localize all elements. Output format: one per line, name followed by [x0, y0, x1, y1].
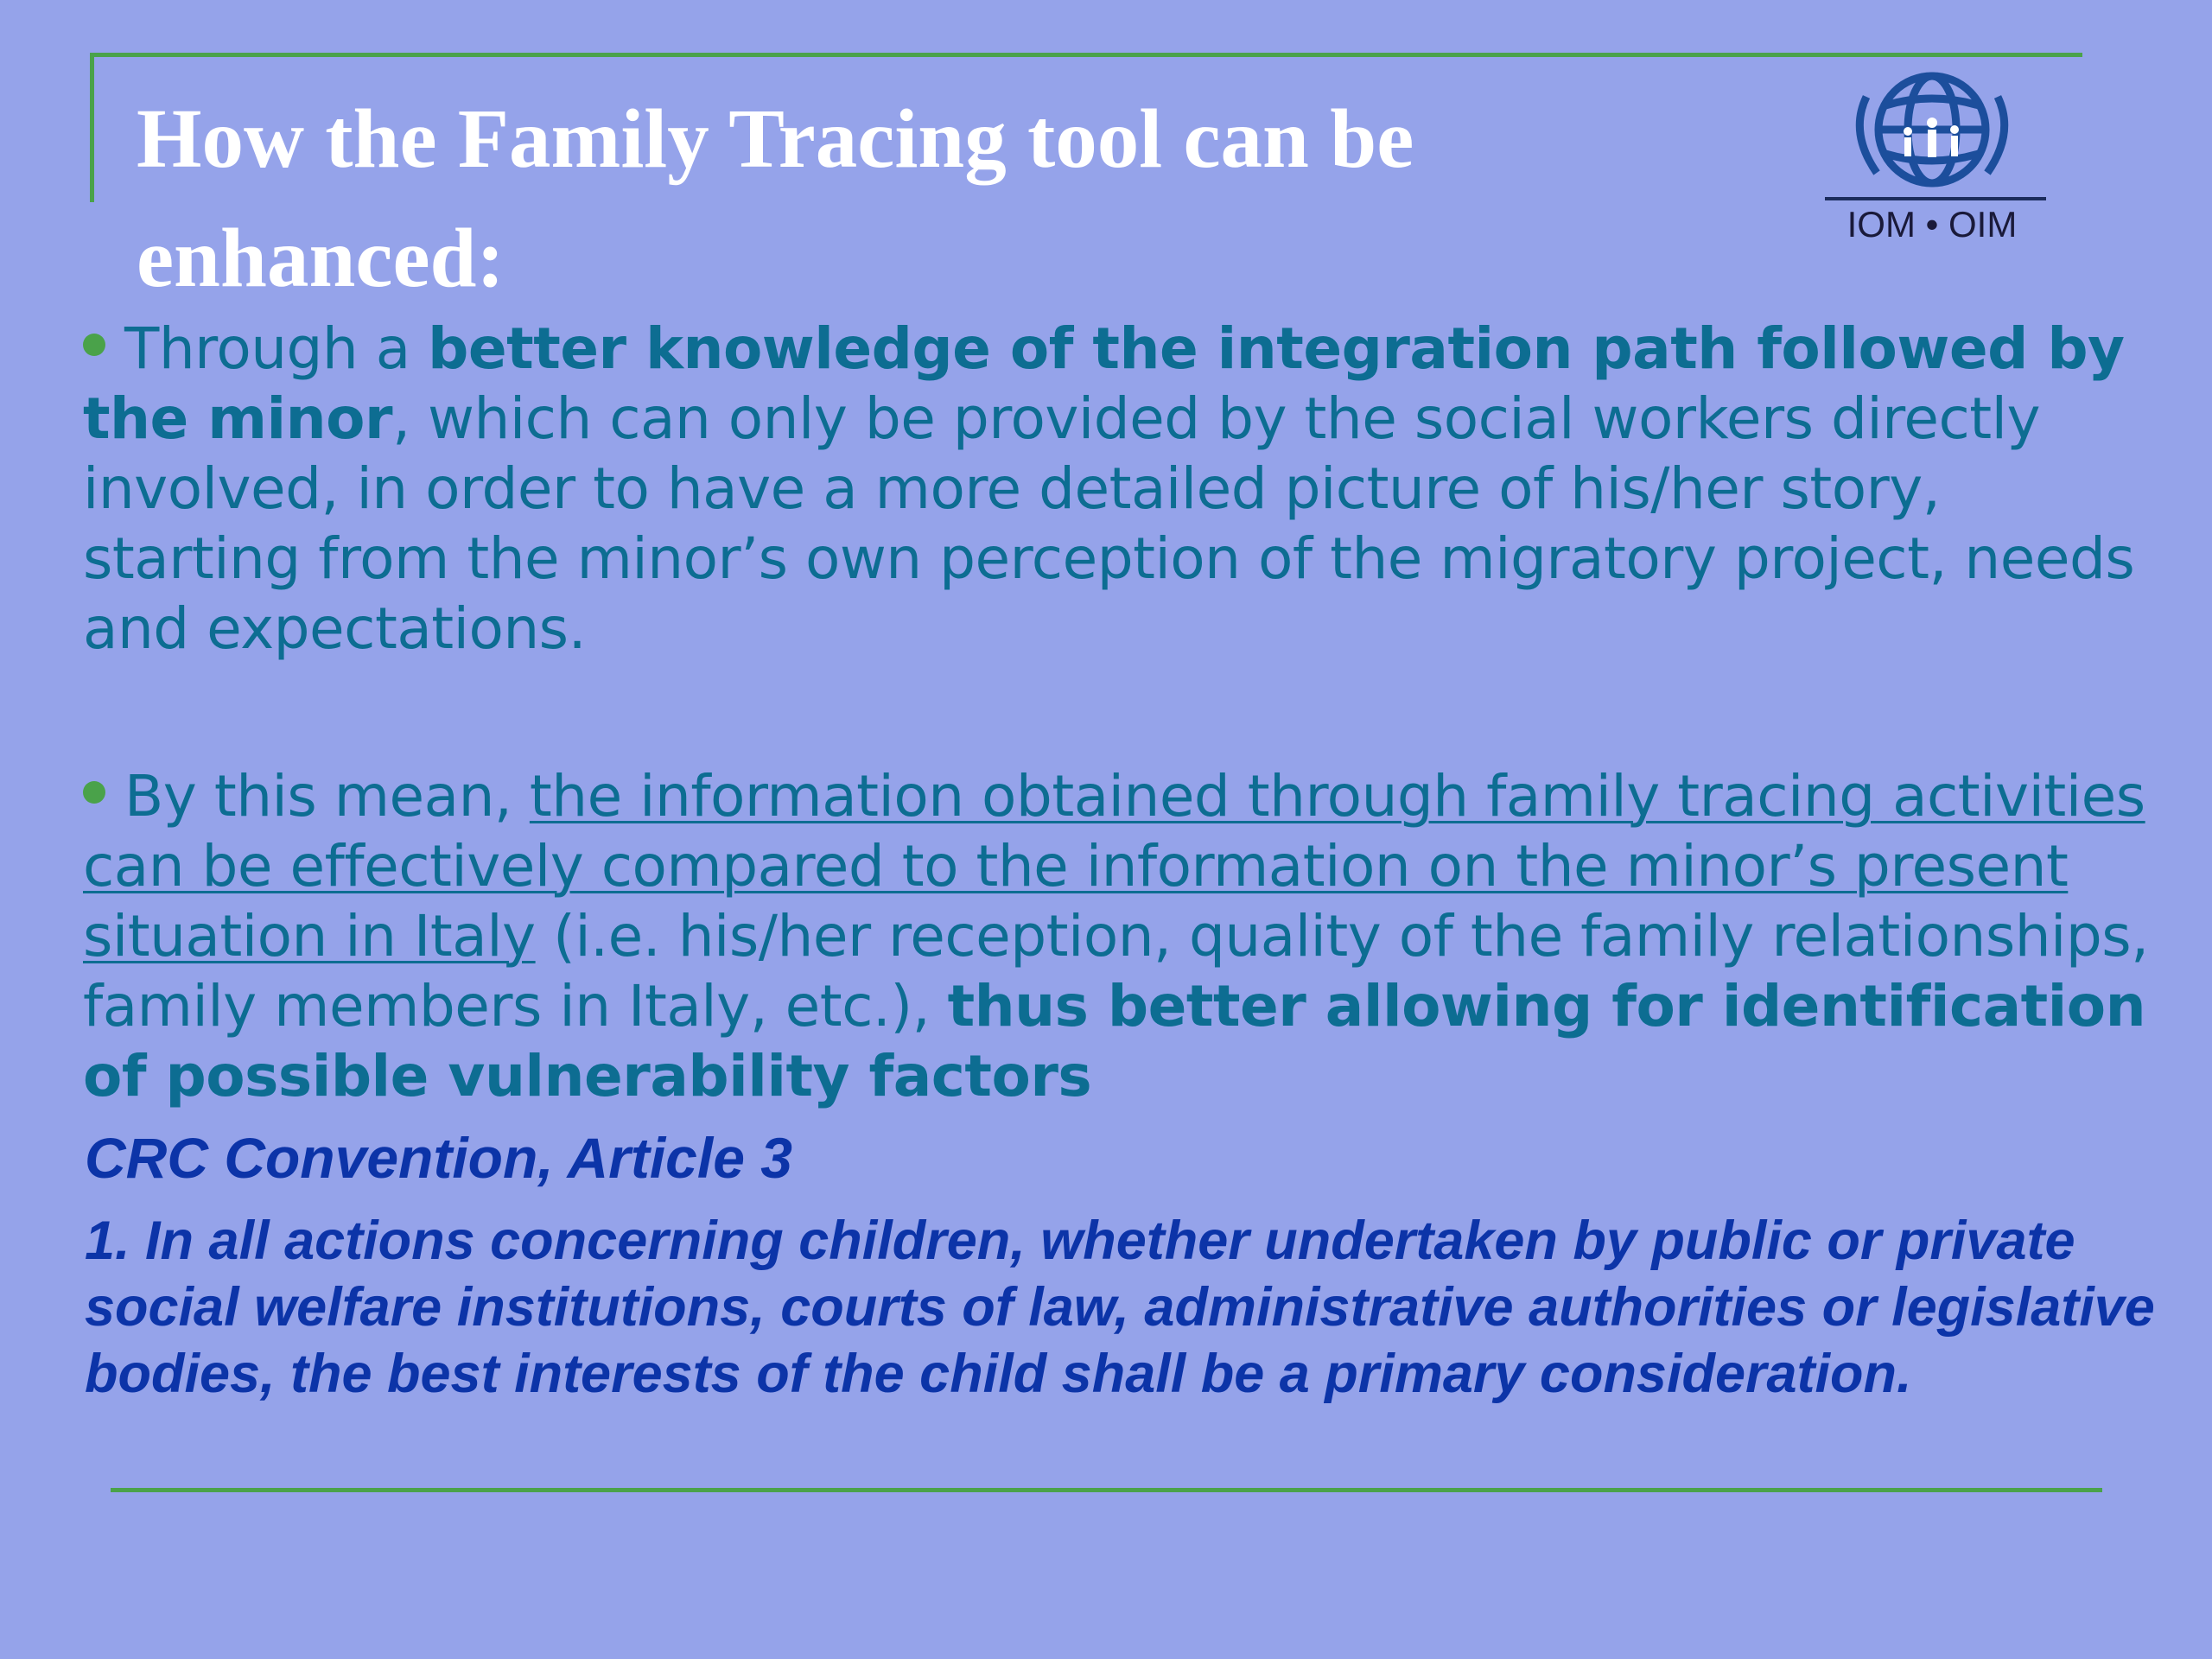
iom-logo: [1815, 62, 2056, 254]
bullet-2-text: By this mean,: [124, 763, 530, 830]
crc-heading: CRC Convention, Article 3: [85, 1126, 792, 1190]
bullet-1-text: Through a: [124, 315, 429, 382]
bullet-2-underlined: the information obtained through family tracing activities can be effectively compared to the information on the minor’s present situation in Italy: [83, 763, 2145, 969]
bullet-dot-icon: [83, 334, 105, 356]
bullet-dot-icon: [83, 781, 105, 804]
bullet-1-text-2: , which can only be provided by the social workers directly involved, in order to have a more detailed picture of his/her story, starting from the minor’s own perception of the migratory project, needs and expectations.: [83, 385, 2135, 662]
slide-title: How the Family Tracing tool can be enhanced:: [137, 92, 1414, 304]
iom-globe-family-emblem-icon: [1815, 62, 2056, 254]
bullet-2-text-2: (i.e. his/her reception, quality of the family relationships, family members in Italy, etc.),: [83, 903, 2149, 1039]
frame-bottom-line: [111, 1488, 2102, 1492]
bullet-1-bold: better knowledge of the integration path followed by the minor: [83, 315, 2125, 452]
frame-left-line: [90, 53, 94, 202]
bullet-paragraph-2: [83, 761, 2157, 1111]
crc-quote: 1. In all actions concerning children, whether undertaken by public or private social welfare institutions, courts of law, administrative authorities or legislative bodies, the best interests of the child shall be a primary consideration.: [85, 1211, 2155, 1404]
logo-text: IOM • OIM: [1847, 204, 2018, 245]
frame-top-line: [90, 53, 2082, 57]
slide-body: [83, 314, 2157, 1111]
bullet-paragraph-1: [83, 314, 2157, 664]
bullet-2-bold: thus better allowing for identification of possible vulnerability factors: [83, 973, 2146, 1109]
